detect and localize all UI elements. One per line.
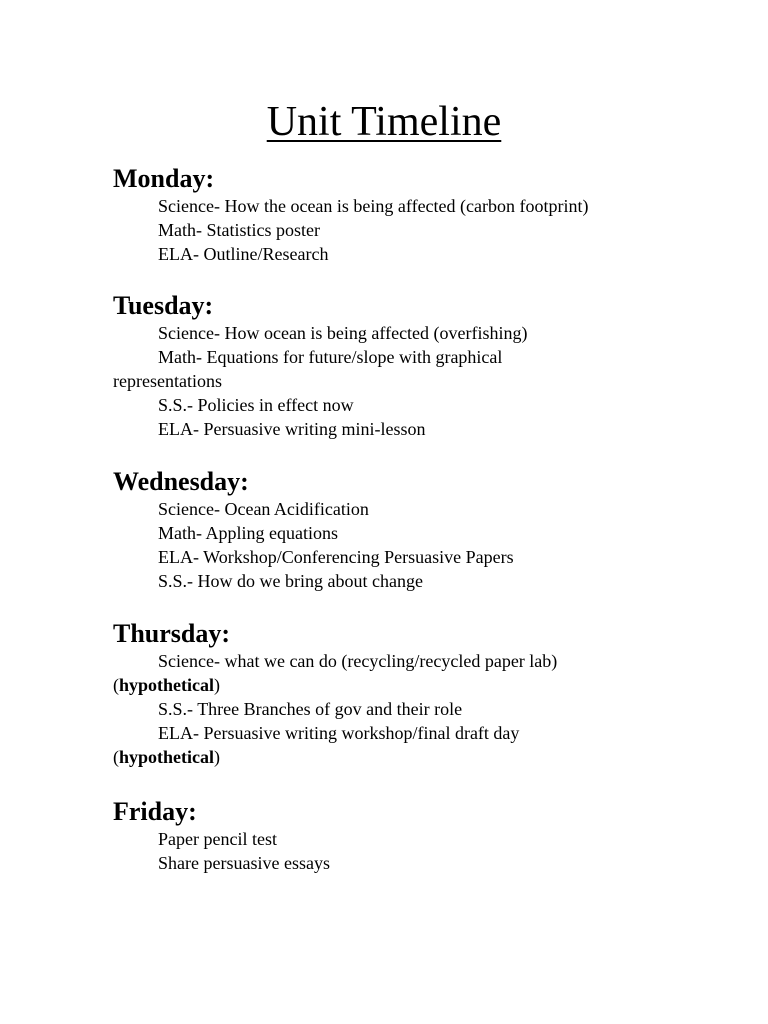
day-section-wednesday — [113, 467, 713, 593]
day-heading: Tuesday: — [113, 291, 214, 320]
activity-note — [113, 745, 713, 769]
activity-item: Science- How the ocean is being affected (carbon footprint) — [158, 196, 589, 216]
day-section-tuesday — [113, 291, 713, 441]
day-heading: Monday: — [113, 164, 215, 193]
activity-text: Science- what we can do (recycling/recycled paper lab) — [158, 651, 558, 671]
activity-item: Science- How ocean is being affected (overfishing) — [158, 323, 528, 343]
activity-list — [113, 497, 713, 593]
note-paren-open: ( — [113, 747, 119, 767]
activity-item — [113, 721, 713, 769]
day-heading: Thursday: — [113, 619, 231, 648]
activity-item: ELA- Persuasive writing mini-lesson — [158, 419, 426, 439]
activity-item: S.S.- How do we bring about change — [158, 571, 423, 591]
day-section-friday — [113, 797, 713, 875]
activity-item: Paper pencil test — [158, 829, 277, 849]
note-label: hypothetical — [119, 675, 215, 695]
activity-item: Math- Statistics poster — [158, 220, 320, 240]
activity-item — [113, 649, 713, 697]
activity-list — [113, 649, 713, 769]
note-label: hypothetical — [119, 747, 215, 767]
activity-list — [113, 194, 713, 266]
activity-note — [113, 673, 713, 697]
activity-item: ELA- Workshop/Conferencing Persuasive Papers — [158, 547, 514, 567]
activity-list — [113, 827, 713, 875]
note-paren-close: ) — [214, 675, 221, 695]
activity-text: Math- Equations for future/slope with graphical — [158, 347, 503, 367]
activity-item: Math- Appling equations — [158, 523, 338, 543]
activity-text-continuation: representations — [113, 371, 222, 391]
activity-text: ELA- Persuasive writing workshop/final draft day — [158, 723, 520, 743]
page-title: Unit Timeline — [266, 99, 502, 145]
activity-item: ELA- Outline/Research — [158, 244, 329, 264]
note-paren-close: ) — [214, 747, 221, 767]
day-section-thursday — [113, 619, 713, 769]
activity-item: Share persuasive essays — [158, 853, 330, 873]
activity-item: S.S.- Three Branches of gov and their role — [158, 699, 463, 719]
activity-item: Science- Ocean Acidification — [158, 499, 369, 519]
day-section-monday — [113, 164, 713, 266]
activity-list — [113, 321, 713, 441]
activity-item: S.S.- Policies in effect now — [158, 395, 354, 415]
day-heading: Wednesday: — [113, 467, 249, 496]
day-heading: Friday: — [113, 797, 197, 826]
note-paren-open: ( — [113, 675, 119, 695]
activity-item — [113, 345, 713, 393]
